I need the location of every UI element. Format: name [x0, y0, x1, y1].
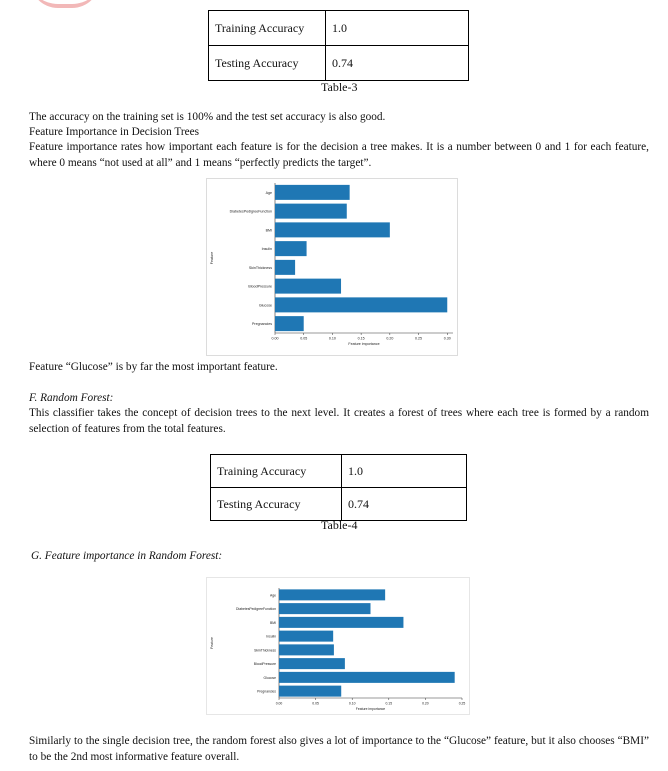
- x-tick-label: 0.05: [300, 336, 308, 341]
- table-4-caption: Table-4: [321, 518, 358, 532]
- chart-decision-tree-feature-importance: [206, 178, 458, 356]
- table-cell-label: Testing Accuracy: [211, 488, 342, 521]
- bar: [279, 631, 333, 642]
- category-tick-label: BloodPressure: [253, 662, 276, 667]
- bar: [279, 658, 345, 669]
- table-3-caption: Table-3: [321, 80, 358, 94]
- table-cell-label: Training Accuracy: [209, 11, 326, 46]
- bar: [275, 185, 350, 200]
- x-axis-label: Feature importance: [355, 706, 386, 711]
- table-row: [209, 11, 469, 46]
- chart-svg: [207, 578, 469, 714]
- x-tick-label: 0.30: [443, 336, 451, 341]
- x-tick-label: 0.00: [275, 701, 283, 706]
- chart-random-forest-feature-importance: [206, 577, 470, 715]
- accuracy-sentence: The accuracy on the training set is 100% and the test set accuracy is also good.: [29, 111, 386, 123]
- table-3: [208, 10, 469, 81]
- bar: [275, 260, 295, 275]
- chart-svg: [207, 179, 457, 355]
- bar: [275, 297, 447, 312]
- section-heading-feature-importance-rf: G. Feature importance in Random Forest:: [31, 550, 223, 562]
- category-tick-label: Glucose: [258, 303, 272, 308]
- category-tick-label: BloodPressure: [248, 284, 272, 289]
- bar: [275, 316, 304, 331]
- header-logo-fragment: [30, 0, 100, 8]
- final-paragraph: Similarly to the single decision tree, the random forest also gives a lot of importance to the “Glucose” feature, but it also chooses “BMI” to be the 2nd most informative feature overall.: [29, 735, 649, 763]
- x-tick-label: 0.15: [357, 336, 365, 341]
- glucose-note: Feature “Glucose” is by far the most important feature.: [29, 361, 278, 373]
- bar: [279, 644, 334, 655]
- table-cell-value: 1.0: [342, 455, 467, 488]
- section-heading-random-forest: F. Random Forest:: [29, 392, 114, 404]
- x-tick-label: 0.10: [348, 701, 356, 706]
- table-cell-label: Training Accuracy: [211, 455, 342, 488]
- table-row: [211, 488, 467, 521]
- category-tick-label: Insulin: [261, 247, 272, 252]
- bar: [275, 204, 347, 219]
- bar: [279, 686, 341, 697]
- bar: [275, 241, 307, 256]
- category-tick-label: SkinThickness: [254, 648, 276, 653]
- random-forest-paragraph: This classifier takes the concept of decision trees to the next level. It creates a forest of trees where each tree is formed by a random selection of features from the total features.: [29, 407, 649, 435]
- category-tick-label: BMI: [265, 228, 272, 233]
- category-tick-label: Insulin: [266, 634, 276, 639]
- table-row: [209, 46, 469, 81]
- x-tick-label: 0.00: [271, 336, 279, 341]
- table-4: [210, 454, 467, 521]
- table-cell-value: 1.0: [326, 11, 469, 46]
- category-tick-label: Glucose: [263, 675, 276, 680]
- x-tick-label: 0.20: [386, 336, 394, 341]
- category-tick-label: DiabetesPedigreeFunction: [229, 209, 272, 214]
- table-cell-label: Testing Accuracy: [209, 46, 326, 81]
- x-tick-label: 0.20: [422, 701, 429, 706]
- bar: [275, 279, 341, 294]
- bar: [279, 617, 403, 628]
- category-tick-label: SkinThickness: [248, 265, 272, 270]
- bar: [275, 222, 390, 237]
- x-tick-label: 0.25: [458, 701, 466, 706]
- section-heading-feature-importance-dt: Feature Importance in Decision Trees: [29, 126, 200, 138]
- table-row: [211, 455, 467, 488]
- y-axis-label: Feature: [210, 637, 214, 649]
- category-tick-label: BMI: [269, 620, 276, 625]
- y-axis-label: Feature: [210, 251, 214, 265]
- x-axis-label: Feature importance: [348, 342, 380, 347]
- x-tick-label: 0.05: [312, 701, 319, 706]
- feature-importance-paragraph: Feature importance rates how important each feature is for the decision a tree makes. It is a number between 0 and 1 for each feature, where 0 means “not used at all” and 1 means “perfectly predicts the target”.: [29, 141, 649, 169]
- bar: [279, 589, 385, 600]
- category-tick-label: Age: [269, 593, 276, 598]
- category-tick-label: Pregnancies: [257, 689, 276, 694]
- x-tick-label: 0.25: [415, 336, 423, 341]
- table-cell-value: 0.74: [326, 46, 469, 81]
- category-tick-label: DiabetesPedigreeFunction: [236, 607, 276, 612]
- category-tick-label: Pregnancies: [252, 322, 272, 327]
- table-cell-value: 0.74: [342, 488, 467, 521]
- category-tick-label: Age: [265, 190, 272, 195]
- x-tick-label: 0.10: [328, 336, 336, 341]
- bar: [279, 672, 455, 683]
- bar: [279, 603, 371, 614]
- x-tick-label: 0.15: [385, 701, 393, 706]
